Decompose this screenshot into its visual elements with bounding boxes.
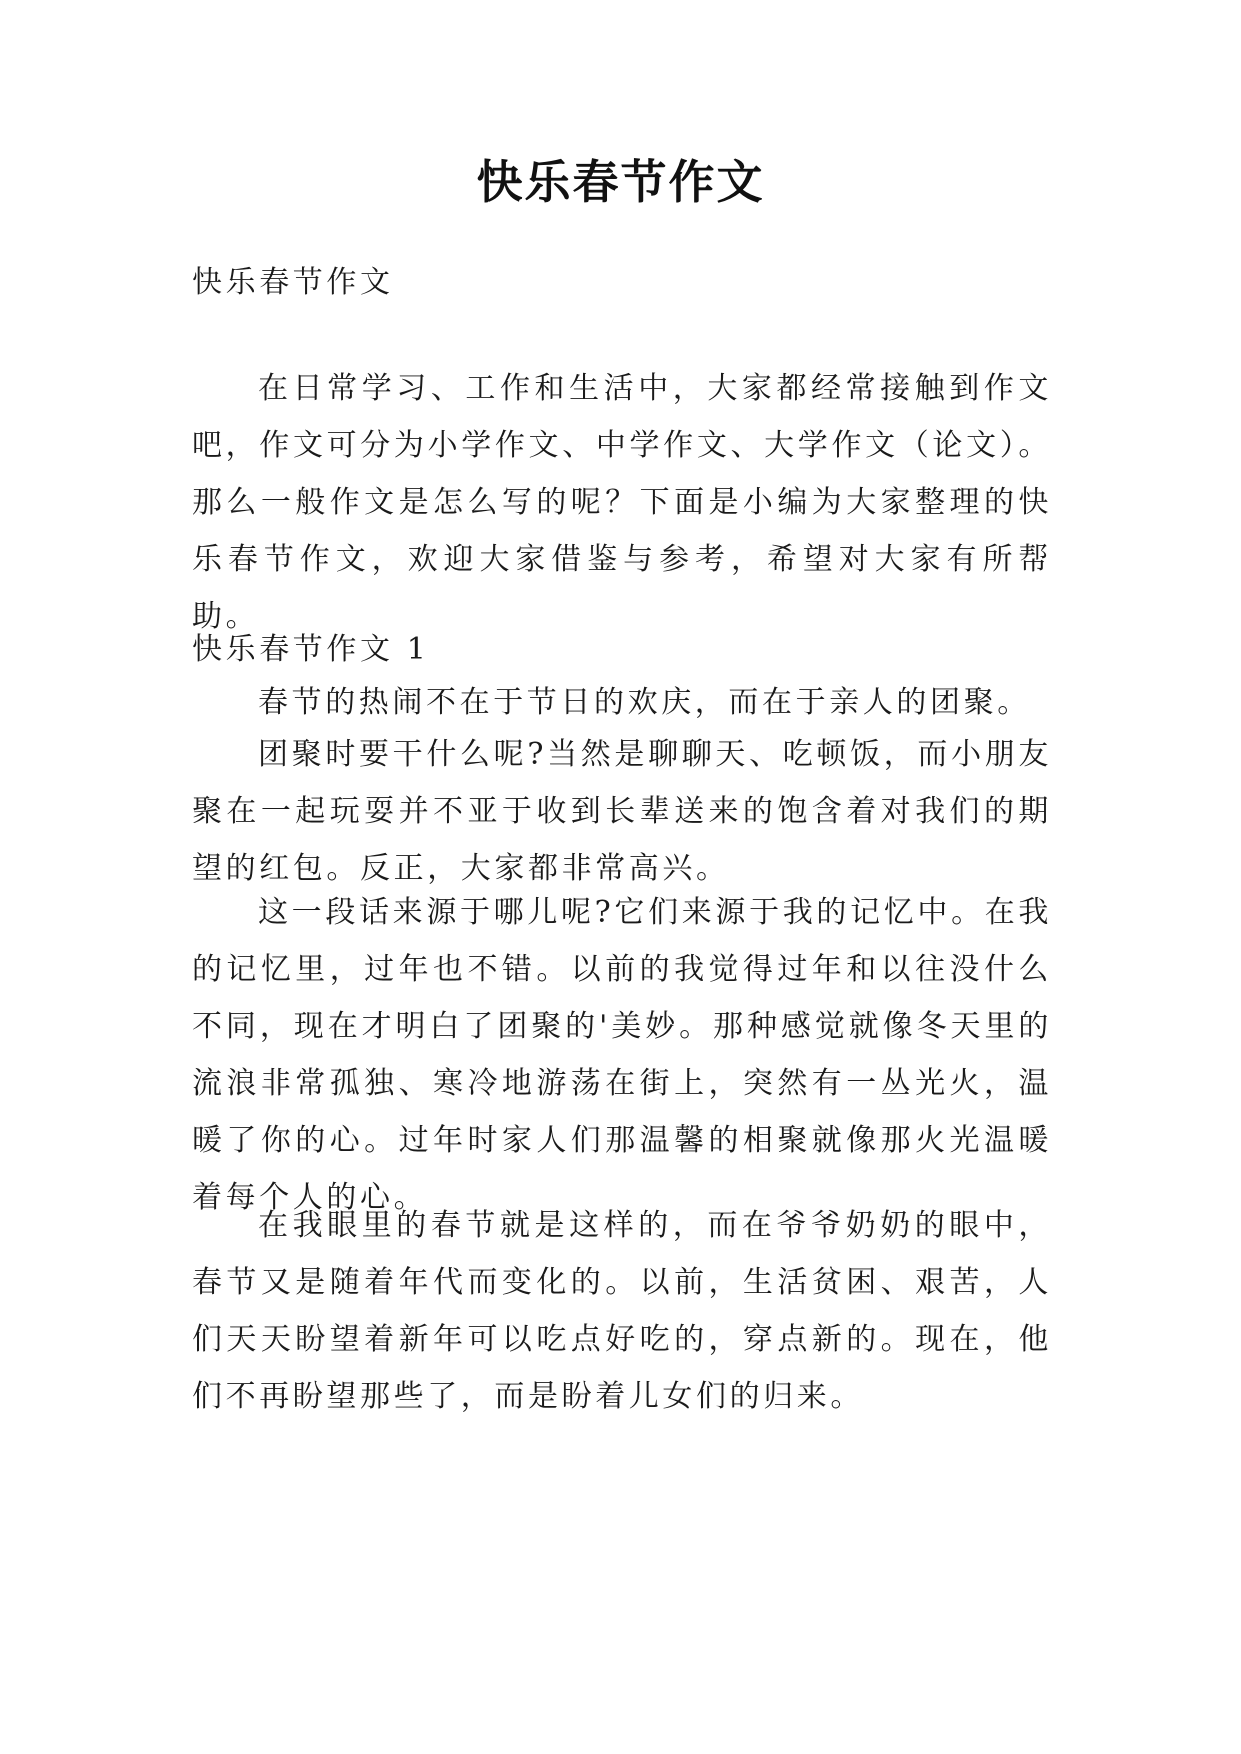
intro-paragraph: 在日常学习、工作和生活中，大家都经常接触到作文吧，作文可分为小学作文、中学作文、大学作文（论文）。那么一般作文是怎么写的呢？下面是小编为大家整理的快乐春节作文，欢迎大家借鉴与参考，希望对大家有所帮助。	[192, 371, 1052, 634]
paragraph-3: 这一段话来源于哪儿呢?它们来源于我的记忆中。在我的记忆里，过年也不错。以前的我觉得过年和以往没什么不同，现在才明白了团聚的'美妙。那种感觉就像冬天里的流浪非常孤独、寒冷地游荡在街上，突然有一丛光火，温暖了你的心。过年时家人们那温馨的相聚就像那火光温暖着每个人的心。	[192, 895, 1052, 1215]
section-heading: 快乐春节作文 1	[192, 632, 430, 667]
paragraph-1: 春节的热闹不在于节日的欢庆，而在于亲人的团聚。	[258, 685, 1031, 720]
page-title: 快乐春节作文	[476, 155, 765, 209]
paragraph-2: 团聚时要干什么呢?当然是聊聊天、吃顿饭，而小朋友聚在一起玩耍并不亚于收到长辈送来的饱含着对我们的期望的红包。反正，大家都非常高兴。	[192, 737, 1052, 886]
paragraph-4: 在我眼里的春节就是这样的，而在爷爷奶奶的眼中，春节又是随着年代而变化的。以前，生活贫困、艰苦，人们天天盼望着新年可以吃点好吃的，穿点新的。现在，他们不再盼望那些了，而是盼着儿女们的归来。	[192, 1208, 1052, 1414]
subtitle: 快乐春节作文	[192, 265, 394, 300]
